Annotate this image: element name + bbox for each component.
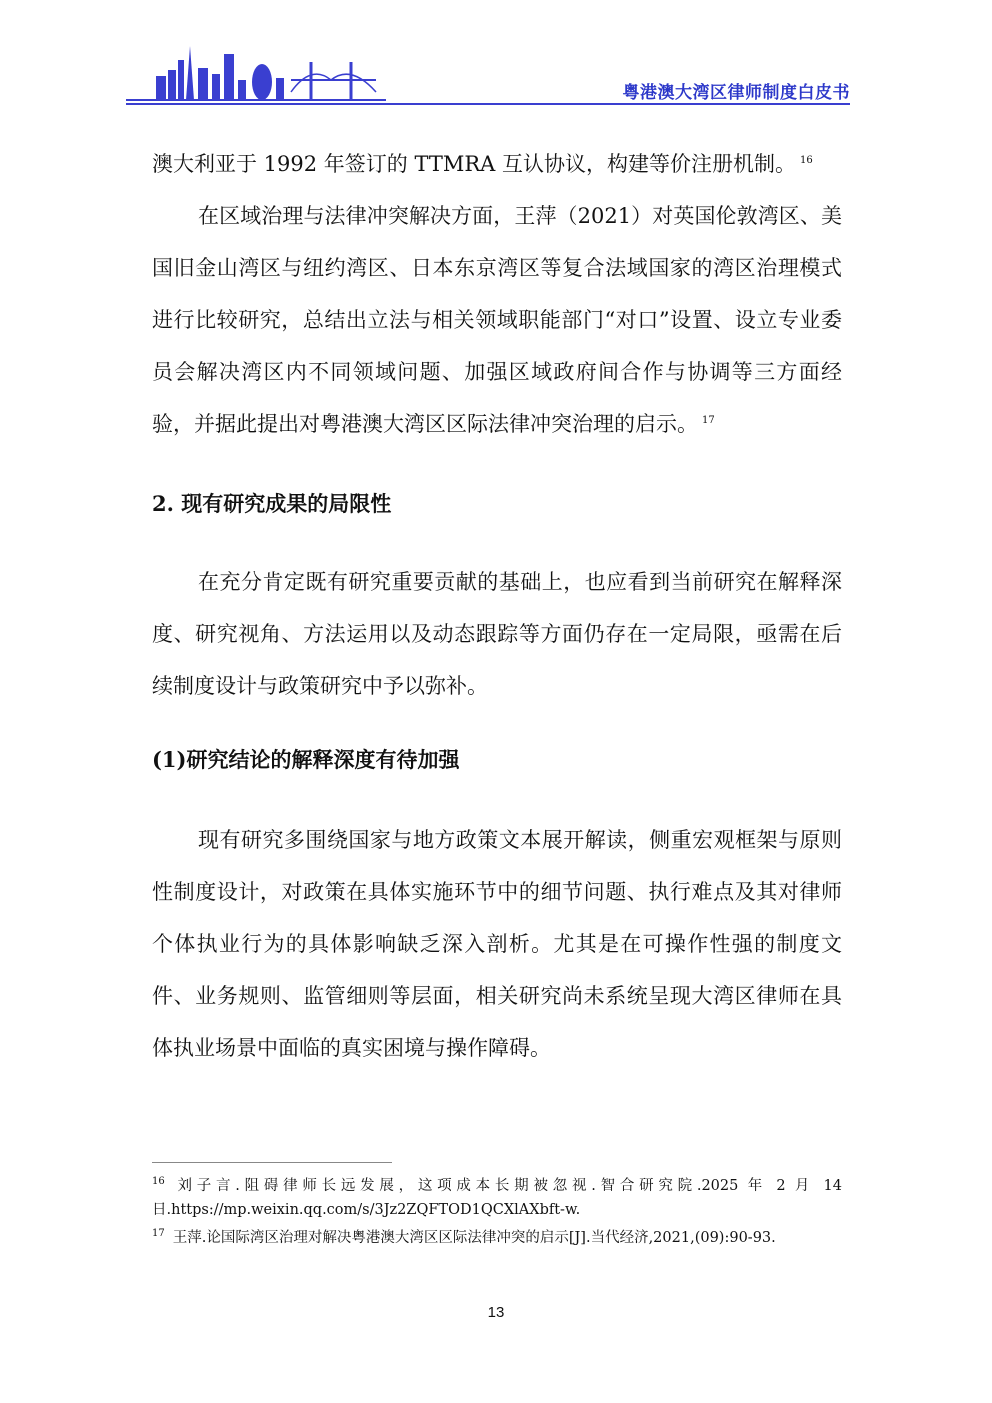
footnote-text: 刘子言.阻碍律师长远发展，这项成本长期被忽视.智合研究院.2025 年 2 月 14 日.https://mp.weixin.qq.com/s/3Jz2ZQFTOD1QCXlAXbft-w. [152,1177,842,1218]
page-number: 13 [487,1304,505,1321]
paragraph-text: 澳大利亚于 1992 年签订的 TTMRA 互认协议，构建等价注册机制。 [152,152,797,176]
paragraph [152,138,842,190]
paragraph [152,190,842,450]
document-title: 粤港澳大湾区律师制度白皮书 [622,83,850,103]
footnote-text: 王萍.论国际湾区治理对解决粤港澳大湾区区际法律冲突的启示[J].当代经济,2021,(09):90-93. [172,1229,776,1246]
subsection-heading: (1)研究结论的解释深度有待加强 [152,747,460,772]
footnote [152,1222,842,1250]
footnote-number: 16 [152,1176,165,1187]
main-content [152,138,842,1074]
footnote-ref[interactable]: 16 [800,155,813,166]
footnotes [152,1170,842,1250]
page-header [126,40,850,110]
section-heading: 2. 现有研究成果的局限性 [152,491,392,516]
header-divider [126,103,850,105]
paragraph: 现有研究多围绕国家与地方政策文本展开解读，侧重宏观框架与原则性制度设计，对政策在具体实施环节中的细节问题、执行难点及其对律师个体执业行为的具体影响缺乏深入剖析。尤其是在可操作性强的制度文件、业务规则、监管细则等层面，相关研究尚未系统呈现大湾区律师在具体执业场景中面临的真实困境与操作障碍。 [152,828,842,1060]
footnote-ref[interactable]: 17 [702,415,715,426]
city-skyline-logo [126,40,386,106]
paragraph: 在充分肯定既有研究重要贡献的基础上，也应看到当前研究在解释深度、研究视角、方法运用以及动态跟踪等方面仍存在一定局限，亟需在后续制度设计与政策研究中予以弥补。 [152,570,842,698]
footnote [152,1170,842,1222]
paragraph-text: 在区域治理与法律冲突解决方面，王萍（2021）对英国伦敦湾区、美国旧金山湾区与纽约湾区、日本东京湾区等复合法域国家的湾区治理模式进行比较研究，总结出立法与相关领域职能部门“对口”设置、设立专业委员会解决湾区内不同领域问题、加强区域政府间合作与协调等三方面经验，并据此提出对粤港澳大湾区区际法律冲突治理的启示。 [152,204,842,436]
footnote-divider [152,1162,392,1163]
footnote-number: 17 [152,1227,165,1239]
